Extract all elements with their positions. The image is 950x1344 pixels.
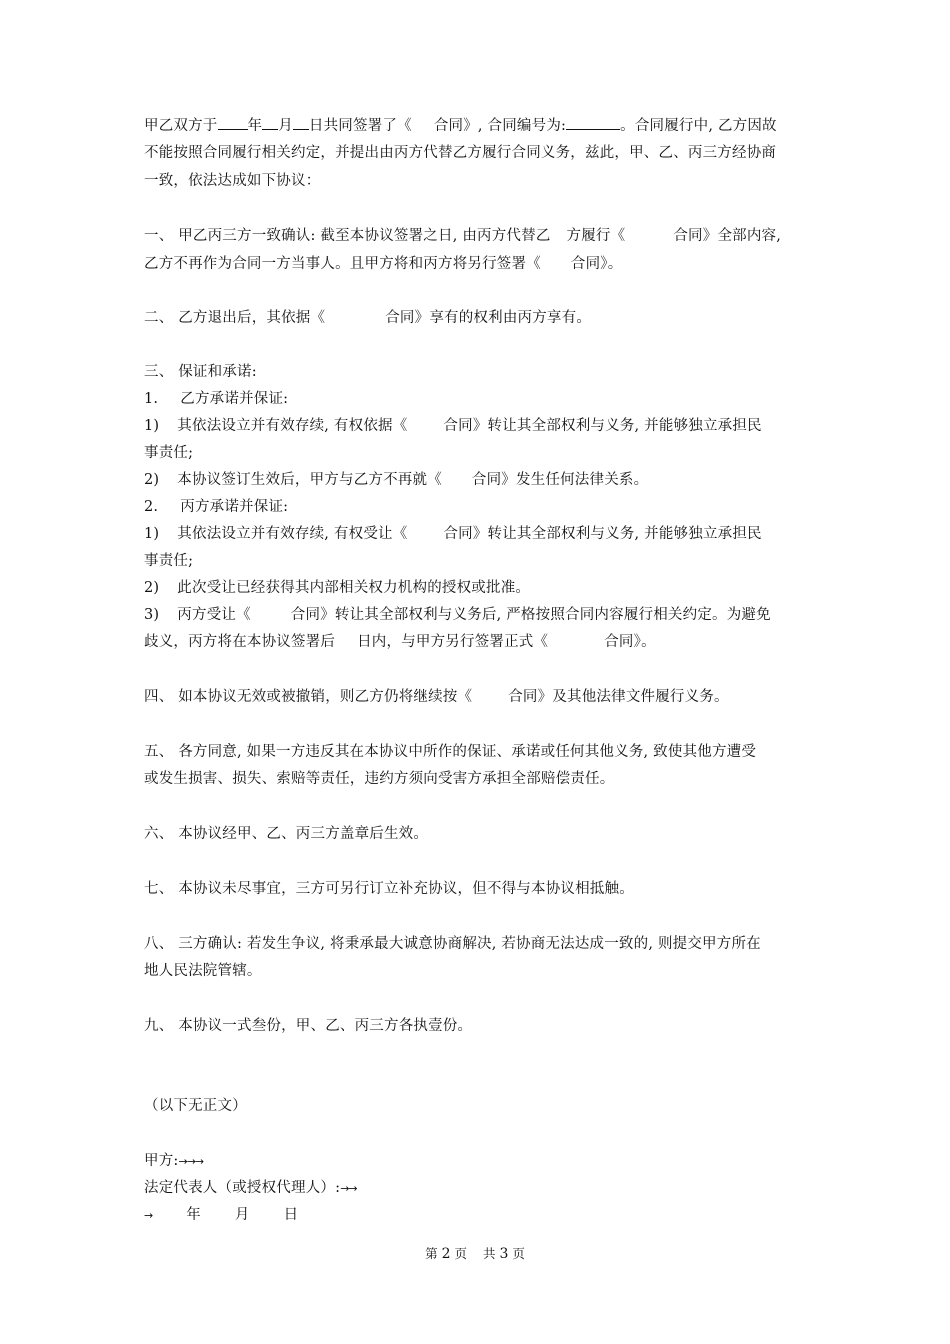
section-5-line-2: 或发生损害、损失、索赔等责任，违约方须向受害方承担全部赔偿责任。 (144, 771, 615, 787)
section-8-line-2: 地人民法院管辖。 (144, 963, 262, 979)
section-3-item-2-2 (144, 578, 530, 598)
section-3-title: 三、 保证和承诺: (144, 364, 257, 380)
section-8-line-1: 八、 三方确认: 若发生争议, 将秉承最大诚意协商解决, 若协商无法达成一致的, 则提交甲方所在 (144, 936, 761, 952)
item-text: 合同》。 (604, 634, 656, 650)
section-2-text: 二、 乙方退出后，其依据《 (144, 310, 326, 326)
section-3-item-2 (144, 497, 288, 517)
item-text: 日内，与甲方另行签署正式《 (357, 634, 549, 650)
section-3-item-2-3 (144, 605, 771, 625)
item-number: 1. (144, 391, 159, 407)
section-1-text: 合同》。 (570, 256, 623, 272)
section-1-text: 一、 甲乙丙三方一致确认: 截至本协议签署之日, 由丙方代替乙 (144, 228, 551, 244)
intro-text: 合同》, 合同编号为: (433, 118, 567, 134)
intro-year-label: 年 (247, 118, 263, 134)
section-4-text: 四、 如本协议无效或被撤销，则乙方仍将继续按《 (144, 689, 473, 705)
item-number: 2. (144, 499, 159, 515)
current-page-number: 2 (441, 1246, 451, 1262)
section-1-line-1 (144, 226, 781, 246)
item-text: 合同》转让其全部权利与义务, 并能够独立承担民 (443, 418, 762, 434)
page-footer (0, 1245, 950, 1263)
total-pages-number: 3 (499, 1246, 509, 1262)
intro-text: 。合同履行中, 乙方因故 (620, 118, 777, 134)
intro-month-label: 月 (278, 118, 293, 134)
item-text: 乙方承诺并保证: (180, 391, 289, 407)
footer-text: 第 (425, 1246, 438, 1261)
intro-line-1 (144, 115, 777, 136)
section-1-line-2 (144, 254, 622, 274)
blank-date-day (293, 115, 309, 130)
intro-text: 日共同签署了《 (308, 118, 412, 134)
end-note: （以下无正文） (144, 1098, 247, 1114)
item-number: 2) (144, 580, 160, 596)
section-3-item-1-2 (144, 470, 648, 490)
blank-date-month (262, 115, 278, 130)
date-day-label: 日 (283, 1207, 299, 1223)
item-number: 3) (144, 607, 160, 623)
footer-text: 页 (512, 1246, 525, 1261)
item-text: 丙方承诺并保证: (180, 499, 289, 515)
section-7: 七、 本协议未尽事宜，三方可另行订立补充协议，但不得与本协议相抵触。 (144, 881, 634, 897)
party-a-label: 甲方: (144, 1153, 179, 1169)
tab-marks-icon: →→→ (178, 1155, 204, 1168)
signature-party-a (144, 1151, 203, 1172)
section-3-item-1-1-cont: 事责任; (144, 445, 194, 461)
item-text: 本协议签订生效后，甲方与乙方不再就《 (177, 472, 442, 488)
section-2-text: 合同》享有的权利由丙方享有。 (385, 310, 592, 326)
intro-line-3: 一致，依法达成如下协议： (144, 173, 321, 189)
blank-contract-number (566, 115, 620, 130)
section-1-text: 方履行《 (566, 228, 626, 244)
section-3-item-2-1 (144, 524, 762, 544)
item-number: 1) (144, 526, 160, 542)
footer-text: 共 (482, 1246, 496, 1261)
representative-label: 法定代表人（或授权代理人）: (144, 1180, 341, 1196)
item-text: 其依法设立并有效存续, 有权受让《 (177, 526, 408, 542)
section-1-text: 合同》全部内容, (673, 228, 782, 244)
item-text: 此次受让已经获得其内部相关权力机构的授权或批准。 (177, 580, 531, 596)
item-text: 合同》转让其全部权利与义务, 并能够独立承担民 (443, 526, 762, 542)
section-4 (144, 687, 729, 707)
section-2 (144, 308, 591, 328)
item-text: 其依法设立并有效存续, 有权依据《 (177, 418, 408, 434)
footer-text: 页 (454, 1246, 468, 1261)
date-year-label: 年 (186, 1207, 201, 1223)
item-text: 丙方受让《 (177, 607, 251, 623)
section-3-item-1 (144, 389, 288, 409)
item-text: 合同》转让其全部权利与义务后, 严格按照合同内容履行相关约定。为避免 (290, 607, 771, 623)
section-6: 六、 本协议经甲、乙、丙三方盖章后生效。 (144, 826, 429, 842)
blank-date-year (218, 115, 248, 130)
section-4-text: 合同》及其他法律文件履行义务。 (508, 689, 729, 705)
date-month-label: 月 (234, 1207, 250, 1223)
item-text: 歧义，丙方将在本协议签署后 (144, 634, 336, 650)
section-9: 九、 本协议一式叁份，甲、乙、丙三方各执壹份。 (144, 1018, 473, 1034)
intro-line-2: 不能按照合同履行相关约定，并提出由丙方代替乙方履行合同义务，兹此，甲、乙、丙三方经协商 (144, 145, 777, 161)
section-3-item-1-1 (144, 416, 762, 436)
section-5-line-1: 五、 各方同意, 如果一方违反其在本协议中所作的保证、承诺或任何其他义务, 致使其他方遭受 (144, 744, 757, 760)
item-text: 合同》发生任何法律关系。 (471, 472, 649, 488)
section-1-text: 乙方不再作为合同一方当事人。且甲方将和丙方将另行签署《 (144, 256, 541, 272)
tab-marks-icon: →→ (340, 1182, 357, 1195)
tab-mark-icon: → (144, 1209, 153, 1222)
signature-representative (144, 1178, 357, 1199)
section-3-item-2-1-cont: 事责任; (144, 553, 194, 569)
item-number: 1) (144, 418, 160, 434)
item-number: 2) (144, 472, 160, 488)
intro-text: 甲乙双方于 (144, 118, 218, 134)
section-3-item-2-3-cont (144, 632, 656, 652)
signature-date (144, 1205, 298, 1226)
